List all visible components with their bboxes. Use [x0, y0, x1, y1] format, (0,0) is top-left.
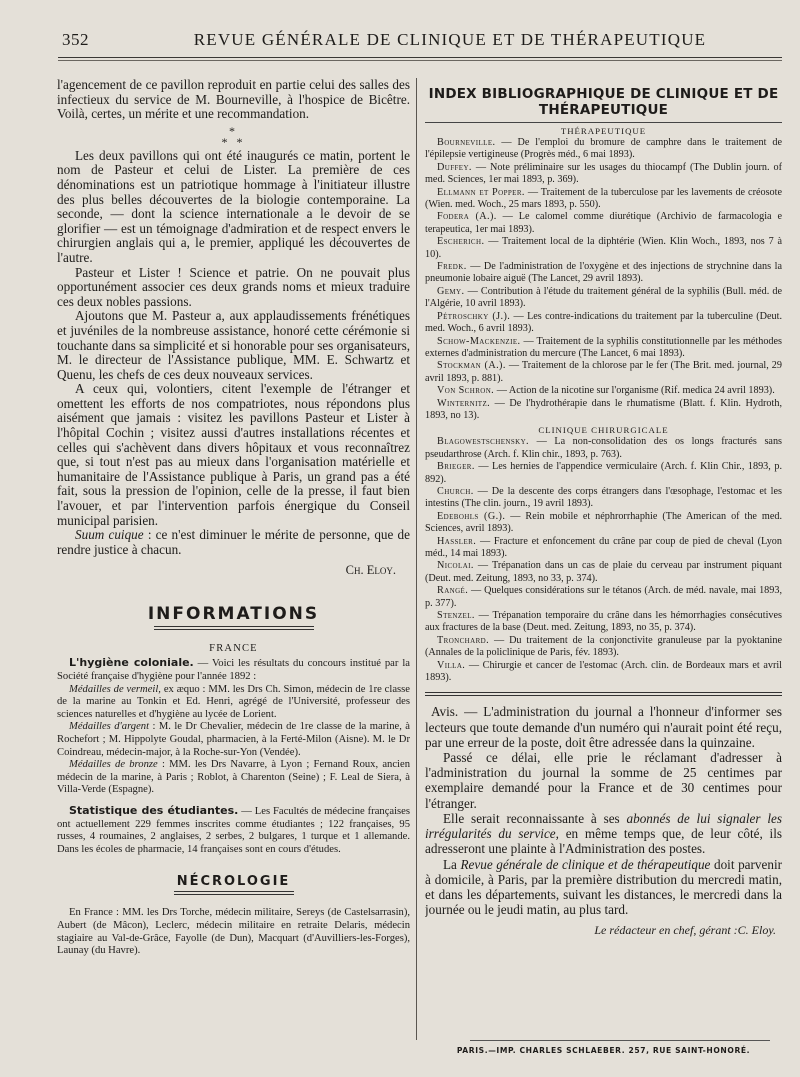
paragraph-suum-cuique: Suum cuique : ce n'est diminuer le mérite de personne, que de rendre justice à chacun.: [57, 527, 410, 557]
page-header: [0, 0, 800, 60]
entry-author: Escherich.: [437, 236, 485, 248]
chirurgicale-entry: [425, 486, 782, 511]
suum-cuique-phrase: Suum cuique: [75, 527, 144, 543]
avis-rule: [425, 692, 782, 696]
header-rule-thin: [58, 60, 782, 61]
entry-text: — De l'emploi du bromure de camphre dans le traitement de l'épilepsie vertigineuse (Progrès méd., 6 mai 1893).: [425, 137, 782, 161]
necrologie-text: En France : MM. les Drs Torche, médecin militaire, Sereys (de Castelsarrasin), Aubert (de Mâcon), Leclerc, médecin militaire en retraite Delaris, médecin stagiaire au Val-de-Grâce, Fayolle (de Dun), Macquart (d'Auvilliers-les-Forges), Launay (du Havre).: [57, 907, 410, 957]
therapeutique-entry: [425, 311, 782, 336]
entry-author: Schow-Mackenzie.: [437, 335, 521, 347]
chirurgicale-entry: [425, 436, 782, 461]
entry-author: Fodera (A.).: [437, 211, 497, 223]
chirurgicale-entry: [425, 585, 782, 610]
index-heading: INDEX BIBLIOGRAPHIQUE DE CLINIQUE ET DE THÉRAPEUTIQUE: [428, 86, 779, 118]
paragraph-pavillons-names: Les deux pavillons qui ont été inaugurés ce matin, portent le nom de Pasteur et celui de Lister. La première de ces dénominations est un patriotique hommage à l'initiateur illustre des plus belles découvertes de la biologie contemporaine. La seconde, — dont la science internationale a le devoir de se glorifier — est un témoignage d'admiration et de respect envers le chirurgien anglais qui a, le premier, appliqué les découvertes de l'autre.: [57, 147, 410, 265]
therapeutique-entry: [425, 261, 782, 286]
therapeutique-entry: [425, 360, 782, 385]
author-signature: Ch. Eloy.: [345, 563, 396, 578]
printer-rule: [470, 1040, 770, 1041]
entry-text: — Le calomel comme diurétique (Archivio de farmacologia e terapeutica, 1er mai 1893).: [425, 211, 782, 235]
entry-author: Rangé.: [437, 585, 469, 597]
therapeutique-entry: [425, 398, 782, 423]
entry-text: — Traitement local de la diphtérie (Wien. Klin Woch., 1893, nos 7 à 10).: [425, 236, 782, 260]
hygiene-paragraph: L'hygiène coloniale. — Voici les résultats du concours institué par la Société française d'hygiène pour l'année 1892 :: [57, 656, 410, 682]
entry-text: — Trépanation dans un cas de plaie du cerveau par instrument piquant (Deut. med. Zeitung, 1893, no 33, p. 374).: [425, 560, 782, 584]
entry-text: — Traitement de la chlorose par le fer (The Brit. med. journal, 29 avril 1893, p. 881).: [425, 360, 782, 384]
therapeutique-entry: [425, 187, 782, 212]
column-divider: [416, 78, 417, 1040]
entry-author: Duffey.: [437, 161, 472, 173]
chirurgicale-entry: [425, 560, 782, 585]
right-column: [425, 78, 782, 938]
avis-paragraph-1: Avis. — L'administration du journal a l'honneur d'informer ses lecteurs que toute demande d'un numéro qui n'aurait point été reçu, par une erreur de la poste, doit être adressée dans la quinzaine.: [425, 704, 782, 750]
chirurgicale-entry: [425, 610, 782, 635]
therapeutique-entries: [425, 137, 782, 422]
heading-ornament: [154, 626, 314, 630]
avis-notice: [425, 704, 782, 917]
therapeutique-entry: [425, 336, 782, 361]
therapeutique-entry: [425, 286, 782, 311]
chirurgicale-entry: [425, 660, 782, 685]
entry-author: Brieger.: [437, 461, 475, 473]
entry-text: — Contribution à l'étude du traitement général de la syphilis (Bull. méd. de l'Algérie, 10 avril 1893).: [425, 285, 782, 310]
chirurgicale-subheading: CLINIQUE CHIRURGICALE: [538, 425, 669, 436]
entry-author: Nicolai.: [437, 560, 474, 572]
entry-author: Gemy.: [437, 285, 465, 297]
entry-text: — Fracture et enfoncement du crâne par coup de pied de cheval (Lyon méd., 14 mai 1893).: [425, 535, 782, 559]
entry-author: Blagowestschensky.: [437, 436, 529, 448]
avis-paragraph-2: Passé ce délai, elle prie le réclamant d'adresser à l'administration du journal la somme de 25 centimes par exemplaire demandé pour la France et de 30 centimes pour l'étranger.: [425, 750, 782, 811]
medailles-argent: Médailles d'argent : M. le Dr Chevalier, médecin de 1re classe de la marine, à Rochefort ; M. Hippolyte Goudal, pharmacien, à la Ferté-Milon (Aisne). M. le Dr Coindreau, médecin-major, à la Roche-sur-Yon (Vendée).: [57, 721, 410, 758]
chirurgicale-entry: [425, 461, 782, 486]
chirurgicale-entry: [425, 635, 782, 660]
therapeutique-entry: [425, 236, 782, 261]
entry-author: Pétroschky (J.).: [437, 310, 511, 322]
informations-body: [57, 657, 410, 856]
entry-author: Edebohls (G.).: [437, 510, 506, 522]
entry-text: — Traitement de la syphilis constitutionnelle par les méthodes externes d'administration du mercure (The Lancet, 6 mai 1893).: [425, 335, 782, 359]
therapeutique-entry: [425, 211, 782, 236]
entry-text: — Les hernies de l'appendice vermiculaire (Arch. f. Klin Chir., 1893, p. 892).: [425, 461, 782, 485]
entry-text: — Action de la nicotine sur l'organisme (Rif. medica 24 avril 1893).: [494, 385, 775, 397]
paragraph-pavillon: l'agencement de ce pavillon reproduit en partie celui des salles des infectieux du service de M. Bourneville, à l'hospice de Bicêtre. Voilà, certes, un mérite et une recommandation.: [57, 78, 410, 122]
running-title: REVUE GÉNÉRALE DE CLINIQUE ET DE THÉRAPEUTIQUE: [193, 30, 707, 49]
therapeutique-entry: [425, 385, 782, 397]
avis-paragraph-4: La Revue générale de clinique et de thérapeutique doit parvenir à domicile, à Paris, par la première distribution du mercredi matin, et dans les départements, suivant les distances, le mercredi dans la journée ou le jeudi matin, au plus tard.: [425, 856, 782, 918]
entry-text: — De l'hydrothérapie dans le rhumatisme (Blatt. f. Klin. Hydroth, 1893, no 13).: [425, 397, 782, 421]
entry-author: Von Schron.: [437, 385, 495, 397]
index-rule: [425, 122, 782, 123]
therapeutique-entry: [425, 137, 782, 162]
entry-text: — De l'administration de l'oxygène et des injections de strychnine dans la pneumonie lobaire aiguë (The Lancet, 29 avril 1893).: [425, 261, 782, 285]
entry-text: — Quelques considérations sur le tétanos (Arch. de méd. navale, mai 1893, p. 377).: [425, 585, 782, 609]
avis-paragraph-3: Elle serait reconnaissante à ses abonnés de lui signaler les irrégularités du service, en même temps que, de leur côté, ils adresseront une plainte à l'Administration des postes.: [425, 810, 782, 857]
paragraph-pasteur-lister: Pasteur et Lister ! Science et patrie. On ne pouvait plus opportunément associer ces deux grands noms et mieux traduire ces deux nobles passions.: [57, 264, 410, 309]
entry-author: Church.: [437, 485, 474, 497]
entry-author: Bourneville.: [437, 137, 496, 148]
entry-author: Hassler.: [437, 535, 477, 547]
entry-author: Winternitz.: [437, 397, 491, 409]
chirurgicale-entry: [425, 511, 782, 536]
entry-text: — Trépanation temporaire du crâne dans les hémorrhagies consécutives aux fractures de la base (Deut. med. Zeitung, 1893, no 35, p. 374).: [425, 610, 782, 634]
entry-author: Stockman (A.).: [437, 360, 506, 372]
entry-text: — Les contre-indications du traitement par la tuberculine (Deut. med. Woch., 6 avril 1893).: [425, 310, 782, 335]
entry-author: Fredk.: [437, 261, 467, 273]
entry-text: — Rein mobile et néphrorrhaphie (The American of the med. Sciences, avril 1893).: [425, 510, 782, 535]
redacteur-signature: Le rédacteur en chef, gérant :C. Eloy.: [594, 923, 776, 938]
statistique-paragraph: Statistique des étudiantes. — Les Facultés de médecine françaises ont actuellement 229 femmes inscrites comme étudiantes ; 122 françaises, 95 russes, 4 roumaines, 2 anglaises, 2 serbes, 2 bulgares, 1 turque et 1 allemande. Dans les écoles de pharmacie, 14 françaises sont en cours d'études.: [57, 803, 410, 855]
entry-author: Ellmann et Popper.: [437, 186, 525, 198]
header-rule: [58, 57, 782, 58]
paragraph-ceremony: Ajoutons que M. Pasteur a, aux applaudissements frénétiques et juvéniles de la nombreuse assistance, honoré cette cérémonie si touchante dans sa simplicité et si honorable pour ses organisateurs, M. le directeur de l'Assistance publique, MM. E. Schwartz et Quenu, les chefs de ces deux nouveaux services.: [57, 308, 410, 382]
page-number: 352: [62, 30, 89, 49]
medailles-vermeil: Médailles de vermeil, ex æquo : MM. les Drs Ch. Simon, médecin de 1re classe de la marine au Tonkin et Ed. Henri, agrégé de l'Université, professeur des sciences naturelles et d'hygiène au lycée de Lorient.: [57, 683, 410, 720]
necrologie-ornament: [174, 891, 294, 895]
entry-text: — La non-consolidation des os longs fracturés sans pseudarthrose (Arch. f. Klin chir., 1893, p. 763).: [425, 436, 782, 460]
therapeutique-entry: [425, 162, 782, 187]
entry-author: Stenzel.: [437, 610, 475, 622]
entry-text: — Traitement de la tuberculose par les lavements de créosote (Wien. med. Woch., 25 mars 1893, p. 550).: [425, 186, 782, 211]
printer-imprint: PARIS.—IMP. CHARLES SCHLAEBER. 257, RUE SAINT-HONORÉ.: [456, 1046, 751, 1055]
france-subheading: FRANCE: [209, 643, 258, 655]
chirurgicale-entry: [425, 536, 782, 561]
entry-text: — Du traitement de la conjonctivite granuleuse par la pyoktanine (Annales de la policlinique de Paris, fév. 1893).: [425, 634, 782, 659]
entry-text: — De la descente des corps étrangers dans l'œsophage, l'estomac et les intestins (The clin. journ., 19 avril 1893).: [425, 485, 782, 510]
entry-author: Villa.: [437, 659, 466, 671]
therapeutique-subheading: THÉRAPEUTIQUE: [560, 126, 647, 136]
paragraph-etranger: A ceux qui, volontiers, citent l'exemple de l'étranger et omettent les efforts de nos compatriotes, nous répondons plus aisément que jamais : visitez les pavillons Pasteur et Lister à l'hôpital Cochin ; visitez aussi d'autres installations récentes et celles qui s'achèvent dans divers hôpitaux et vous reconnaîtrez que, si tout n'est pas au mieux dans l'organisation matérielle et humanitaire de l'Assistance publique à Paris, un grand pas a été fait, sous la pression de l'opinion, celle de la presse, il faut bien l'avouer, et par l'intervention parfois énergique du Conseil municipal parisien.: [57, 381, 410, 528]
necrologie-heading: NÉCROLOGIE: [176, 874, 291, 890]
entry-text: — Note préliminaire sur les usages du thiocampf (The Dublin journ. of med. Sciences, 1er mai 1893, p. 369).: [425, 161, 782, 186]
left-column: [57, 78, 410, 958]
chirurgicale-entries: [425, 436, 782, 684]
medailles-bronze: Médailles de bronze : MM. les Drs Navarre, à Lyon ; Fernand Roux, ancien médecin de la marine, à Paris ; Roblot, à Charenton (Seine) ; F. Leal de Siera, à Villa-Verde (Espagne).: [57, 759, 410, 796]
section-asterism: * * *: [221, 123, 246, 149]
entry-text: — Chirurgie et cancer de l'estomac (Arch. clin. de Bordeaux mars et avril 1893).: [425, 659, 782, 684]
entry-author: Tronchard.: [437, 634, 490, 646]
informations-heading: INFORMATIONS: [147, 604, 320, 625]
